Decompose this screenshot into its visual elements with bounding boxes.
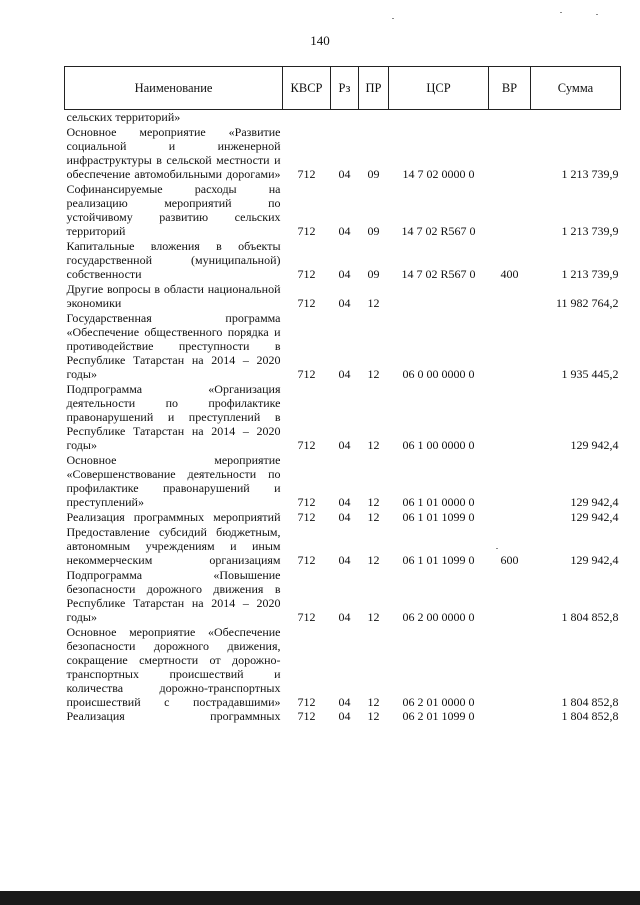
row-vr <box>489 124 531 181</box>
row-rz: 04 <box>338 296 351 310</box>
scan-speck <box>392 18 394 19</box>
table-row <box>65 624 621 709</box>
row-csr <box>389 110 489 125</box>
row-vr <box>489 709 531 723</box>
table-row <box>65 709 621 723</box>
row-name: Государственная программа «Обеспечение общественного порядка и противодействие преступности в Республике Татарстан на 2014 – 2020 годы» <box>66 311 281 381</box>
row-rz: 04 <box>338 367 351 381</box>
header-name: Наименование <box>65 67 283 110</box>
row-kvsr: 712 <box>297 495 316 509</box>
table-row <box>65 524 621 567</box>
row-rz: 04 <box>338 267 351 281</box>
header-pr: ПР <box>359 67 389 110</box>
row-csr: 06 1 01 0000 0 <box>402 495 475 509</box>
row-sum: 1 935 445,2 <box>561 367 619 381</box>
row-sum <box>531 110 621 125</box>
row-name: Капитальные вложения в объекты государственной (муниципальной) собственности <box>66 239 281 281</box>
row-name: Основное мероприятие «Обеспечение безопасности дорожного движения, сокращение смертности от дорожно-транспортных происшествий и количества дорожно-транспортных происшествий с пострадавшими» <box>66 625 281 709</box>
row-kvsr: 712 <box>297 296 316 310</box>
header-sum: Сумма <box>531 67 621 110</box>
row-csr: 06 1 01 1099 0 <box>402 510 475 524</box>
table-row <box>65 452 621 509</box>
header-csr: ЦСР <box>389 67 489 110</box>
row-vr <box>489 624 531 709</box>
row-csr: 06 0 00 0000 0 <box>402 367 475 381</box>
row-name: Софинансируемые расходы на реализацию мероприятий по устойчивому развитию сельских территорий <box>66 182 281 238</box>
row-csr: 06 1 00 0000 0 <box>402 438 475 452</box>
row-csr: 06 1 01 1099 0 <box>402 553 475 567</box>
row-kvsr: 712 <box>297 167 316 181</box>
row-csr: 06 2 00 0000 0 <box>402 610 475 624</box>
row-pr: 12 <box>367 296 380 310</box>
scan-speck <box>560 12 562 13</box>
row-csr: 06 2 01 1099 0 <box>402 709 475 723</box>
row-rz: 04 <box>338 495 351 509</box>
table-row <box>65 567 621 624</box>
row-kvsr: 712 <box>297 224 316 238</box>
row-sum: 129 942,4 <box>570 553 619 567</box>
row-rz: 04 <box>338 610 351 624</box>
table-row <box>65 124 621 181</box>
table-row <box>65 381 621 452</box>
row-sum: 1 213 739,9 <box>561 167 619 181</box>
row-csr: 14 7 02 R567 0 <box>401 224 476 238</box>
row-pr: 12 <box>367 367 380 381</box>
row-pr: 12 <box>367 438 380 452</box>
row-pr: 09 <box>367 167 380 181</box>
row-rz: 04 <box>338 553 351 567</box>
row-vr: 400 <box>500 267 519 281</box>
table-row <box>65 509 621 524</box>
header-kvsr: КВСР <box>283 67 331 110</box>
scan-speck <box>496 548 498 549</box>
row-sum: 1 804 852,8 <box>561 695 619 709</box>
row-rz: 04 <box>338 695 351 709</box>
row-rz <box>331 110 359 125</box>
row-kvsr: 712 <box>297 267 316 281</box>
row-rz: 04 <box>338 167 351 181</box>
row-sum: 129 942,4 <box>570 495 619 509</box>
row-rz: 04 <box>338 510 351 524</box>
row-sum: 129 942,4 <box>570 510 619 524</box>
table-row <box>65 281 621 310</box>
row-kvsr: 712 <box>297 438 316 452</box>
row-sum: 1 804 852,8 <box>561 709 619 723</box>
row-sum: 1 213 739,9 <box>561 267 619 281</box>
row-kvsr: 712 <box>297 367 316 381</box>
row-vr <box>489 452 531 509</box>
row-kvsr: 712 <box>297 510 316 524</box>
row-name: Подпрограмма «Организация деятельности по профилактике правонарушений и преступлений в Республике Татарстан на 2014 – 2020 годы» <box>66 382 281 452</box>
row-rz: 04 <box>338 438 351 452</box>
row-pr: 12 <box>367 610 380 624</box>
row-kvsr: 712 <box>297 709 316 723</box>
row-pr: 12 <box>367 709 380 723</box>
row-rz: 04 <box>338 709 351 723</box>
row-vr <box>489 181 531 238</box>
row-pr <box>359 110 389 125</box>
scan-bottom-edge <box>0 891 640 905</box>
row-sum: 1 804 852,8 <box>561 610 619 624</box>
budget-table <box>64 66 621 723</box>
row-pr: 09 <box>367 224 380 238</box>
row-vr <box>489 567 531 624</box>
row-vr <box>489 110 531 125</box>
row-name: Другие вопросы в области национальной экономики <box>66 282 281 310</box>
row-csr: 06 2 01 0000 0 <box>402 695 475 709</box>
header-row <box>65 67 621 110</box>
row-sum: 1 213 739,9 <box>561 224 619 238</box>
row-vr <box>489 381 531 452</box>
header-vr: ВР <box>489 67 531 110</box>
row-rz: 04 <box>338 224 351 238</box>
table-row <box>65 181 621 238</box>
page-number: 140 <box>310 33 330 48</box>
row-vr <box>489 281 531 310</box>
row-kvsr: 712 <box>297 695 316 709</box>
scan-speck <box>596 14 598 15</box>
row-pr: 12 <box>367 695 380 709</box>
row-name: сельских территорий» <box>66 110 181 124</box>
table-row <box>65 110 621 125</box>
row-pr: 12 <box>367 553 380 567</box>
row-name: Реализация программных <box>66 709 281 723</box>
row-name: Подпрограмма «Повышение безопасности дорожного движения в Республике Татарстан на 2014 – 2020 годы» <box>66 568 281 624</box>
row-vr <box>489 509 531 524</box>
row-vr: 600 <box>500 553 519 567</box>
row-kvsr: 712 <box>297 610 316 624</box>
row-pr: 09 <box>367 267 380 281</box>
row-kvsr <box>283 110 331 125</box>
row-name: Предоставление субсидий бюджетным, автономным учреждениям и иным некоммерческим организациям <box>66 525 281 567</box>
table-row <box>65 310 621 381</box>
row-sum: 11 982 764,2 <box>555 296 619 310</box>
row-vr <box>489 310 531 381</box>
row-pr: 12 <box>367 510 380 524</box>
row-kvsr: 712 <box>297 553 316 567</box>
row-csr: 14 7 02 0000 0 <box>402 167 475 181</box>
row-name: Реализация программных мероприятий <box>66 510 281 524</box>
table-row <box>65 238 621 281</box>
row-name: Основное мероприятие «Развитие социальной и инженерной инфраструктуры в сельской местности и обеспечение автомобильными дорогами» <box>66 125 281 181</box>
row-sum: 129 942,4 <box>570 438 619 452</box>
row-name: Основное мероприятие «Совершенствование деятельности по профилактике правонарушений и преступлений» <box>66 453 281 509</box>
row-csr <box>389 281 489 310</box>
row-pr: 12 <box>367 495 380 509</box>
row-csr: 14 7 02 R567 0 <box>401 267 476 281</box>
header-rz: Рз <box>331 67 359 110</box>
